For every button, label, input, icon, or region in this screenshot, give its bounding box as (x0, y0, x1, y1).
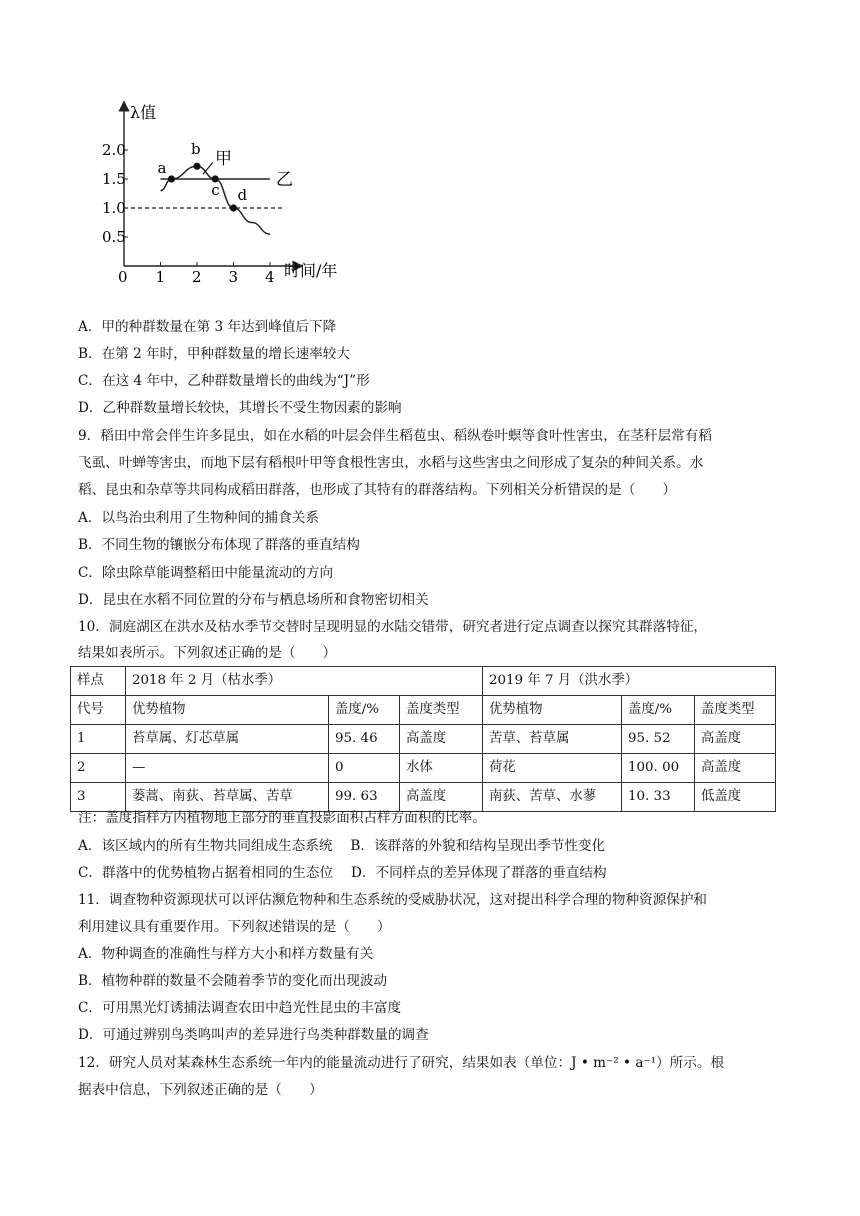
q8-option-d: D．乙种群数量增长较快，其增长不受生物因素的影响 (78, 400, 402, 416)
q11-option-b: B．植物种群的数量不会随着季节的变化而出现波动 (78, 973, 388, 989)
table-cell: 3 (71, 783, 126, 812)
table-cell: 蒌蒿、南荻、苔草属、苦草 (126, 783, 329, 812)
point-d (230, 204, 237, 211)
q11-option-c: C．可用黑光灯诱捕法调查农田中趋光性昆虫的丰富度 (78, 1000, 402, 1016)
q10-stem-line-1: 10．洞庭湖区在洪水及枯水季节交替时呈现明显的水陆交错带，研究者进行定点调查以探究其群落特征， (78, 619, 708, 635)
table-header-cell: 代号 (71, 696, 126, 725)
table-row (71, 754, 776, 783)
table-row (71, 725, 776, 754)
q8-option-a: A．甲的种群数量在第 3 年达到峰值后下降 (78, 319, 337, 335)
table-cell: — (126, 754, 329, 783)
q10-table-note: 注：盖度指样方内植物地上部分的垂直投影面积占样方面积的比率。 (78, 810, 486, 826)
x-axis-label: 时间/年 (284, 261, 338, 280)
q12-stem-line-1: 12．研究人员对某森林生态系统一年内的能量流动进行了研究，结果如表（单位：J • m⁻² • a⁻¹）所示。根 (78, 1055, 725, 1071)
q8-option-b: B．在第 2 年时，甲种群数量的增长速率较大 (78, 346, 350, 362)
q11-option-a: A．物种调查的准确性与样方大小和样方数量有关 (78, 946, 374, 962)
table-cell: 0 (329, 754, 400, 783)
chart-marks (124, 140, 293, 234)
q12-stem-line-2: 据表中信息，下列叙述正确的是（ ） (78, 1082, 323, 1098)
series-label-yi: 乙 (276, 170, 293, 190)
y-axis-label: λ值 (130, 103, 157, 122)
table-cell: 苦草、苔草属 (483, 725, 622, 754)
q10-options-line-2: C．群落中的优势植物占据着相同的生态位 D．不同样点的差异体现了群落的垂直结构 (78, 865, 607, 881)
table-header-cell: 2019 年 7 月（洪水季） (483, 667, 776, 696)
x-tick-label: 2 (192, 268, 202, 286)
table-cell: 低盖度 (695, 783, 776, 812)
table-cell: 1 (71, 725, 126, 754)
q9-stem-line-1: 9．稻田中常会伴生许多昆虫，如在水稻的叶层会伴生稻苞虫、稻纵卷叶螟等食叶性害虫，在茎秆层常有稻 (78, 428, 712, 444)
q10-options-line-1: A．该区域内的所有生物共同组成生态系统 B．该群落的外貌和结构呈现出季节性变化 (78, 838, 606, 854)
table-cell: 95. 52 (622, 725, 695, 754)
table-header-row-1 (71, 667, 776, 696)
table-cell: 10. 33 (622, 783, 695, 812)
point-b (193, 163, 200, 170)
table-cell: 高盖度 (400, 783, 483, 812)
q8-option-c: C．在这 4 年中，乙种群数量增长的曲线为“J”形 (78, 373, 370, 389)
q9-option-c: C．除虫除草能调整稻田中能量流动的方向 (78, 565, 334, 581)
q11-stem-line-1: 11．调查物种资源现状可以评估濒危物种和生态系统的受威胁状况，这对提出科学合理的物种资源保护和 (78, 892, 708, 908)
table-cell: 100. 00 (622, 754, 695, 783)
point-label-c: c (211, 181, 220, 199)
table-header-cell: 优势植物 (126, 696, 329, 725)
q9-option-a: A．以鸟治虫利用了生物种间的捕食关系 (78, 510, 319, 526)
table-cell: 南荻、苦草、水蓼 (483, 783, 622, 812)
table-cell: 2 (71, 754, 126, 783)
lambda-chart-svg (100, 98, 370, 288)
x-tick-label: 0 (118, 268, 128, 286)
series-label-leader-jia (203, 162, 213, 174)
table-cell: 99. 63 (329, 783, 400, 812)
table-cell: 高盖度 (400, 725, 483, 754)
table-header-cell: 优势植物 (483, 696, 622, 725)
table-cell: 95. 46 (329, 725, 400, 754)
point-label-a: a (157, 159, 167, 177)
q9-stem-line-3: 稻、昆虫和杂草等共同构成稻田群落，也形成了其特有的群落结构。下列相关分析错误的是（ ） (78, 482, 677, 498)
point-a (168, 175, 175, 182)
table-cell: 荷花 (483, 754, 622, 783)
lambda-chart (100, 98, 370, 288)
x-tick-label: 1 (155, 268, 166, 286)
point-label-b: b (191, 140, 201, 159)
table-cell: 高盖度 (695, 725, 776, 754)
x-tick-label: 4 (265, 268, 275, 286)
table-header-cell: 盖度类型 (695, 696, 776, 725)
table-header-row-2 (71, 696, 776, 725)
series-label-jia: 甲 (215, 149, 232, 170)
table-cell: 苔草属、灯芯草属 (126, 725, 329, 754)
q11-stem-line-2: 利用建议具有重要作用。下列叙述错误的是（ ） (78, 919, 391, 935)
table-cell: 高盖度 (695, 754, 776, 783)
table-header-cell: 样点 (71, 667, 126, 696)
table-header-cell: 盖度类型 (400, 696, 483, 725)
table-cell: 水体 (400, 754, 483, 783)
q10-stem-line-2: 结果如表所示。下列叙述正确的是（ ） (78, 645, 337, 661)
table-header-cell: 2018 年 2 月（枯水季） (126, 667, 483, 696)
y-tick-label: 0.5 (102, 228, 126, 246)
q9-stem-line-2: 飞虱、叶蝉等害虫，而地下层有稻根叶甲等食根性害虫，水稻与这些害虫之间形成了复杂的种间关系。水 (78, 455, 704, 471)
q10-table (70, 666, 776, 812)
q9-option-b: B．不同生物的镶嵌分布体现了群落的垂直结构 (78, 537, 360, 553)
y-tick-label: 2.0 (102, 141, 126, 159)
q11-option-d: D．可通过辨别鸟类鸣叫声的差异进行鸟类种群数量的调查 (78, 1027, 429, 1043)
table-header-cell: 盖度/% (622, 696, 695, 725)
y-tick-label: 1.0 (102, 199, 126, 217)
y-tick-label: 1.5 (102, 170, 126, 188)
x-tick-label: 3 (228, 268, 239, 286)
table-header-cell: 盖度/% (329, 696, 400, 725)
q9-option-d: D．昆虫在水稻不同位置的分布与栖息场所和食物密切相关 (78, 592, 429, 608)
point-label-d: d (237, 186, 248, 204)
